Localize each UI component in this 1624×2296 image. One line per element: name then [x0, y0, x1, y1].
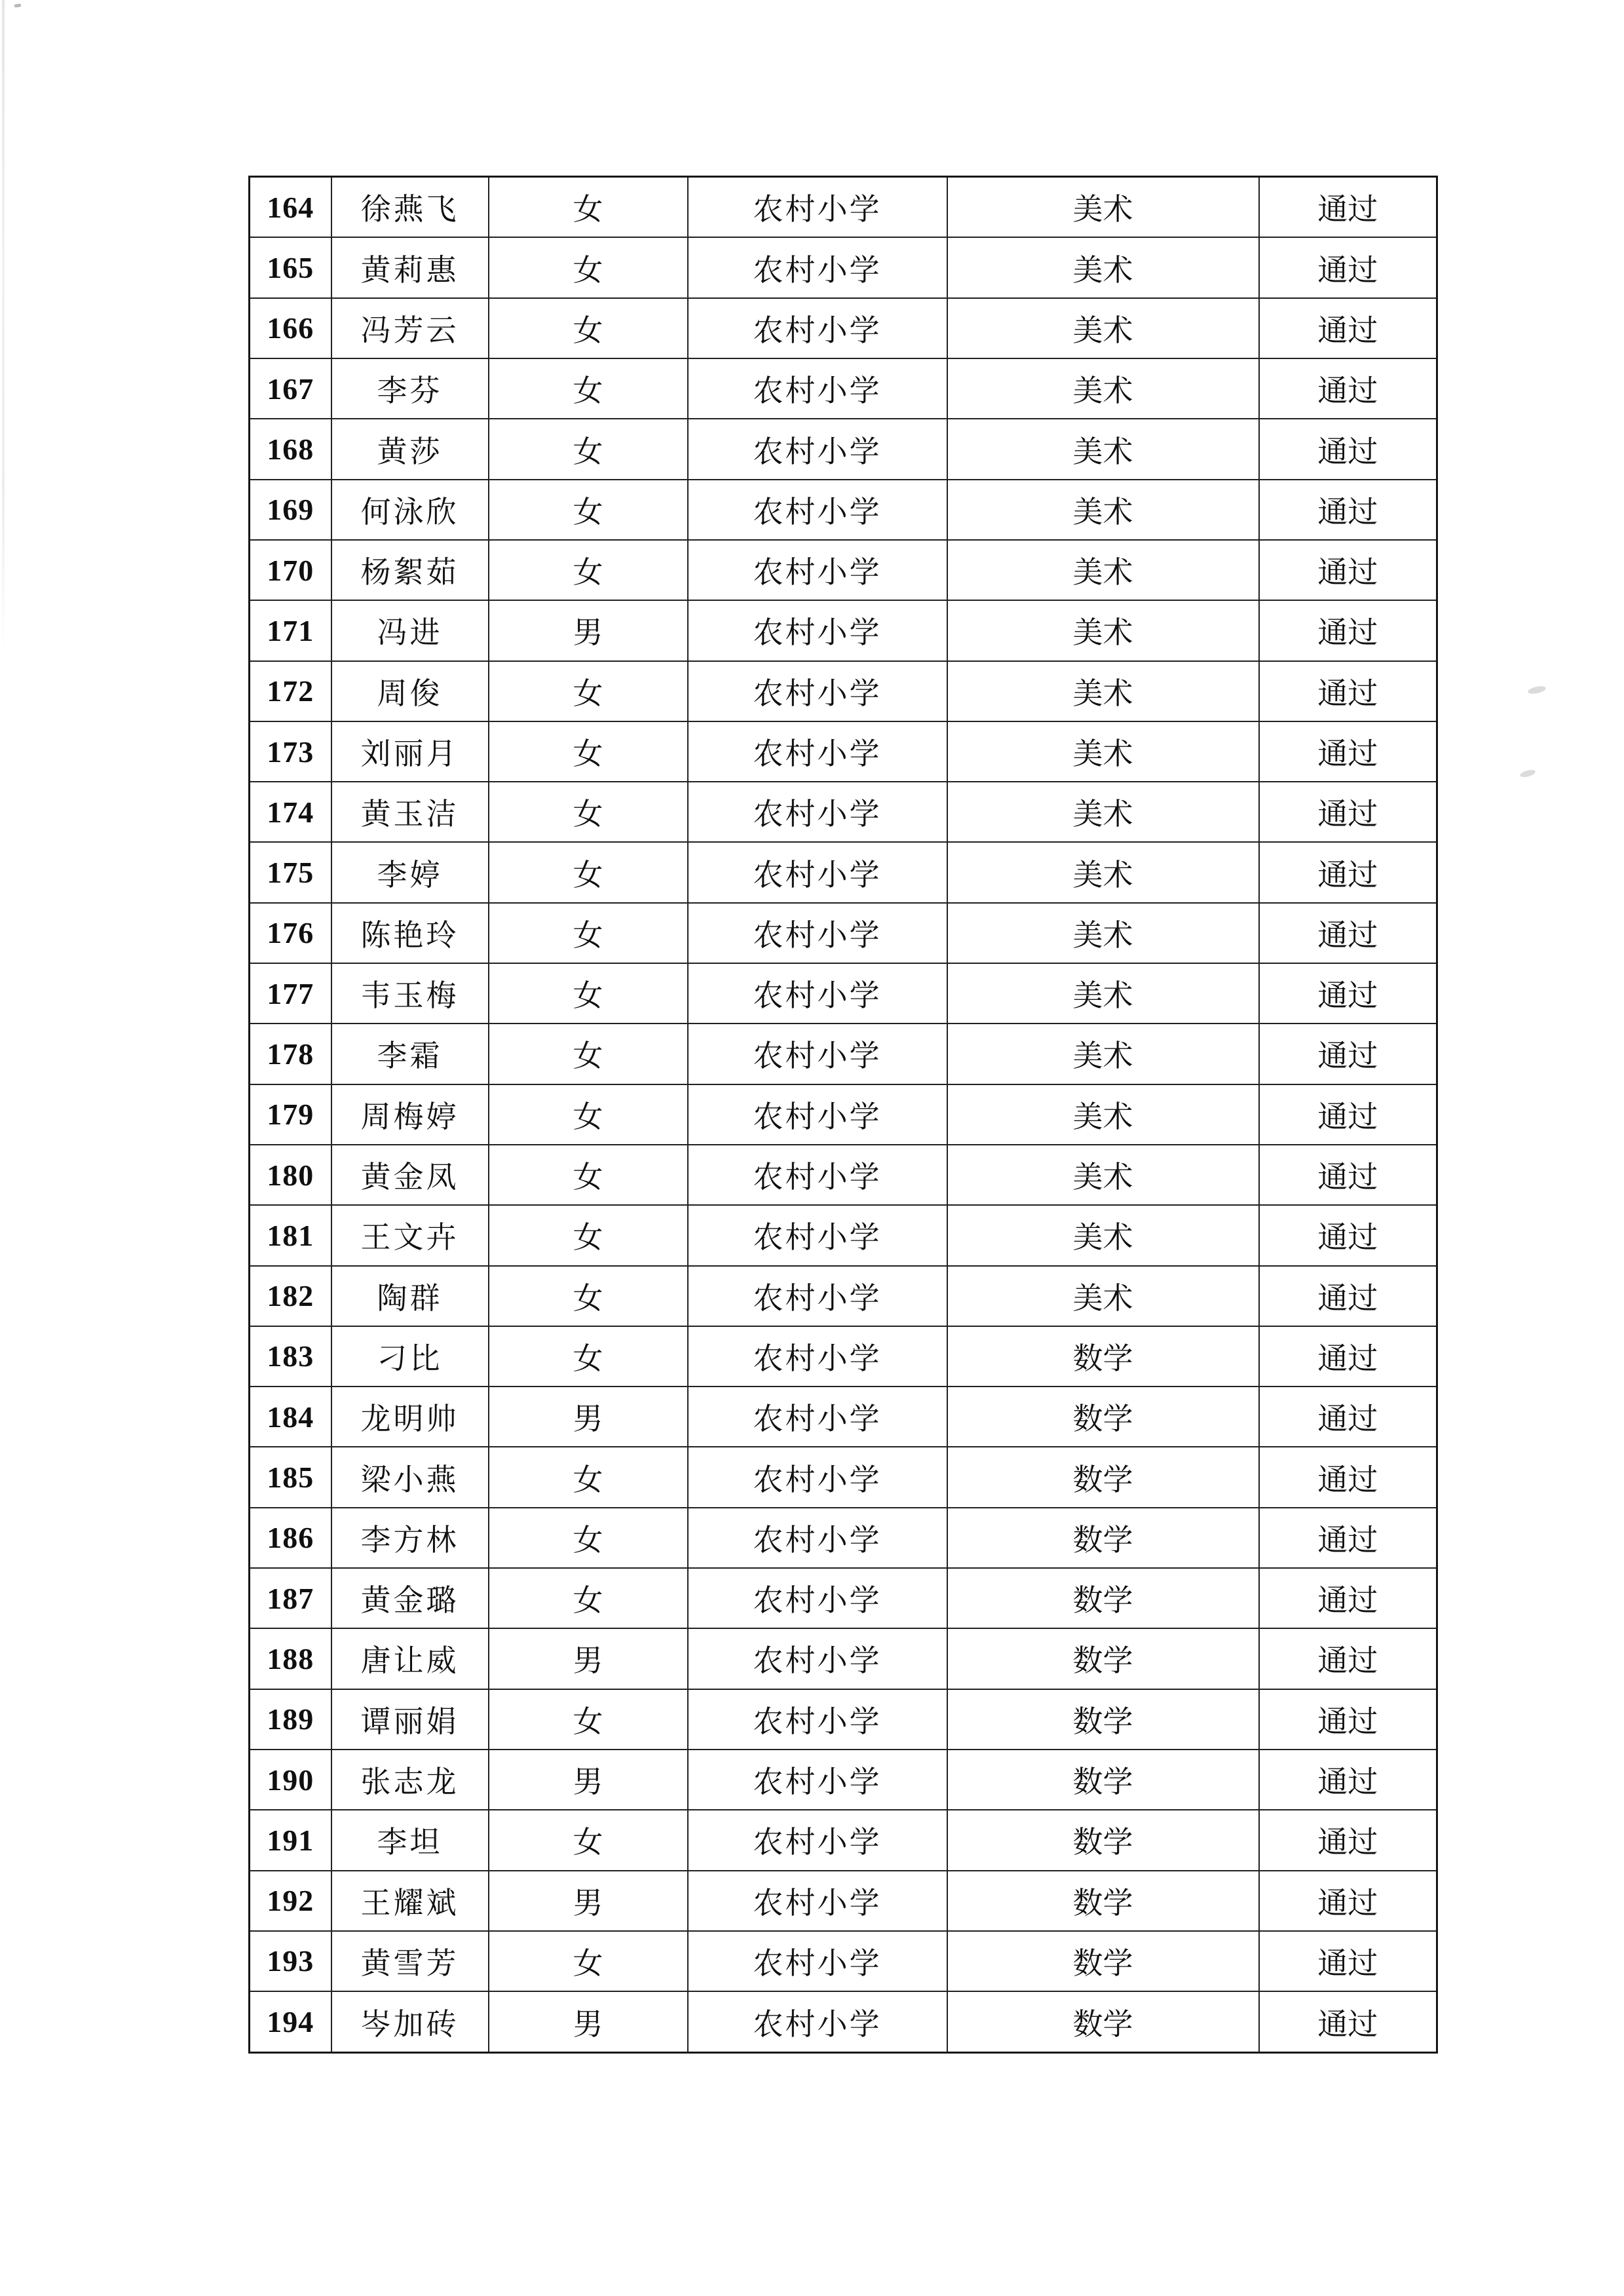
cell-subject: 数学: [947, 1326, 1259, 1387]
table-row: [250, 903, 1437, 963]
table-row: [250, 1508, 1437, 1568]
cell-number: 185: [250, 1447, 331, 1507]
cell-result: 通过: [1259, 1145, 1437, 1205]
cell-result: 通过: [1259, 419, 1437, 479]
table-row: [250, 1145, 1437, 1205]
cell-number: 179: [250, 1084, 331, 1145]
table-row: [250, 1387, 1437, 1447]
cell-school-type: 农村小学: [688, 540, 947, 600]
cell-number: 192: [250, 1871, 331, 1931]
cell-gender: 女: [489, 1084, 688, 1145]
cell-result: 通过: [1259, 1326, 1437, 1387]
cell-name: 何泳欣: [331, 480, 489, 540]
cell-gender: 女: [489, 903, 688, 963]
cell-gender: 女: [489, 1266, 688, 1326]
table-row: [250, 177, 1437, 238]
cell-name: 刘丽月: [331, 721, 489, 782]
cell-school-type: 农村小学: [688, 1205, 947, 1265]
cell-result: 通过: [1259, 1205, 1437, 1265]
cell-subject: 美术: [947, 237, 1259, 297]
cell-name: 刁比: [331, 1326, 489, 1387]
cell-number: 173: [250, 721, 331, 782]
cell-gender: 女: [489, 1689, 688, 1750]
cell-result: 通过: [1259, 1084, 1437, 1145]
cell-name: 龙明帅: [331, 1387, 489, 1447]
cell-subject: 美术: [947, 1145, 1259, 1205]
cell-school-type: 农村小学: [688, 600, 947, 660]
cell-subject: 美术: [947, 721, 1259, 782]
cell-gender: 女: [489, 358, 688, 419]
cell-school-type: 农村小学: [688, 1991, 947, 2052]
cell-gender: 女: [489, 721, 688, 782]
cell-number: 190: [250, 1750, 331, 1810]
cell-school-type: 农村小学: [688, 903, 947, 963]
cell-number: 172: [250, 661, 331, 721]
cell-gender: 女: [489, 480, 688, 540]
cell-name: 黄雪芳: [331, 1931, 489, 1991]
cell-name: 王文卉: [331, 1205, 489, 1265]
cell-result: 通过: [1259, 1810, 1437, 1870]
cell-subject: 美术: [947, 1024, 1259, 1084]
cell-gender: 女: [489, 842, 688, 902]
roster-table: [248, 176, 1438, 2054]
cell-gender: 女: [489, 540, 688, 600]
scan-artifact-speck: [14, 3, 22, 7]
cell-gender: 男: [489, 1991, 688, 2052]
cell-subject: 数学: [947, 1810, 1259, 1870]
cell-number: 188: [250, 1628, 331, 1689]
cell-name: 张志龙: [331, 1750, 489, 1810]
table-row: [250, 1084, 1437, 1145]
cell-school-type: 农村小学: [688, 1084, 947, 1145]
cell-gender: 女: [489, 1024, 688, 1084]
cell-result: 通过: [1259, 782, 1437, 842]
cell-gender: 男: [489, 1387, 688, 1447]
cell-result: 通过: [1259, 963, 1437, 1024]
cell-number: 168: [250, 419, 331, 479]
table-row: [250, 298, 1437, 358]
cell-result: 通过: [1259, 1387, 1437, 1447]
cell-gender: 男: [489, 1628, 688, 1689]
table-row: [250, 1991, 1437, 2052]
cell-name: 谭丽娟: [331, 1689, 489, 1750]
cell-result: 通过: [1259, 1508, 1437, 1568]
table-row: [250, 237, 1437, 297]
cell-number: 167: [250, 358, 331, 419]
cell-subject: 数学: [947, 1871, 1259, 1931]
cell-name: 王耀斌: [331, 1871, 489, 1931]
cell-gender: 女: [489, 419, 688, 479]
table-row: [250, 1024, 1437, 1084]
cell-name: 李芬: [331, 358, 489, 419]
cell-gender: 女: [489, 1568, 688, 1628]
cell-name: 陈艳玲: [331, 903, 489, 963]
table-row: [250, 1205, 1437, 1265]
cell-result: 通过: [1259, 1628, 1437, 1689]
cell-name: 黄玉洁: [331, 782, 489, 842]
cell-result: 通过: [1259, 1991, 1437, 2052]
cell-subject: 数学: [947, 1991, 1259, 2052]
cell-number: 166: [250, 298, 331, 358]
cell-number: 169: [250, 480, 331, 540]
cell-subject: 美术: [947, 1266, 1259, 1326]
cell-number: 187: [250, 1568, 331, 1628]
cell-school-type: 农村小学: [688, 177, 947, 238]
cell-number: 171: [250, 600, 331, 660]
cell-number: 181: [250, 1205, 331, 1265]
cell-result: 通过: [1259, 842, 1437, 902]
cell-name: 冯进: [331, 600, 489, 660]
cell-gender: 女: [489, 782, 688, 842]
cell-name: 唐让威: [331, 1628, 489, 1689]
scan-artifact-left-streak: [2, 0, 5, 655]
cell-school-type: 农村小学: [688, 1750, 947, 1810]
table-row: [250, 1568, 1437, 1628]
cell-number: 170: [250, 540, 331, 600]
cell-subject: 美术: [947, 782, 1259, 842]
cell-number: 176: [250, 903, 331, 963]
cell-name: 徐燕飞: [331, 177, 489, 238]
table-row: [250, 782, 1437, 842]
cell-result: 通过: [1259, 1447, 1437, 1507]
cell-school-type: 农村小学: [688, 1810, 947, 1870]
cell-name: 李方林: [331, 1508, 489, 1568]
cell-result: 通过: [1259, 1871, 1437, 1931]
table-row: [250, 721, 1437, 782]
cell-gender: 女: [489, 1931, 688, 1991]
cell-name: 韦玉梅: [331, 963, 489, 1024]
scan-artifact-smudge: [1527, 685, 1546, 695]
cell-school-type: 农村小学: [688, 480, 947, 540]
cell-school-type: 农村小学: [688, 1568, 947, 1628]
cell-number: 182: [250, 1266, 331, 1326]
cell-school-type: 农村小学: [688, 963, 947, 1024]
cell-number: 180: [250, 1145, 331, 1205]
cell-name: 岑加砖: [331, 1991, 489, 2052]
table-row: [250, 1326, 1437, 1387]
cell-gender: 男: [489, 600, 688, 660]
cell-name: 黄莎: [331, 419, 489, 479]
cell-name: 冯芳云: [331, 298, 489, 358]
cell-gender: 男: [489, 1750, 688, 1810]
cell-subject: 美术: [947, 419, 1259, 479]
cell-school-type: 农村小学: [688, 782, 947, 842]
cell-school-type: 农村小学: [688, 1024, 947, 1084]
table-row: [250, 1266, 1437, 1326]
cell-school-type: 农村小学: [688, 358, 947, 419]
cell-gender: 女: [489, 237, 688, 297]
cell-name: 梁小燕: [331, 1447, 489, 1507]
cell-result: 通过: [1259, 661, 1437, 721]
cell-school-type: 农村小学: [688, 842, 947, 902]
cell-subject: 美术: [947, 298, 1259, 358]
cell-school-type: 农村小学: [688, 298, 947, 358]
table-row: [250, 842, 1437, 902]
cell-name: 黄金凤: [331, 1145, 489, 1205]
table-row: [250, 540, 1437, 600]
cell-number: 175: [250, 842, 331, 902]
cell-school-type: 农村小学: [688, 1628, 947, 1689]
cell-school-type: 农村小学: [688, 1145, 947, 1205]
cell-subject: 数学: [947, 1508, 1259, 1568]
cell-number: 183: [250, 1326, 331, 1387]
cell-number: 184: [250, 1387, 331, 1447]
cell-number: 174: [250, 782, 331, 842]
cell-gender: 女: [489, 1447, 688, 1507]
cell-subject: 美术: [947, 177, 1259, 238]
cell-gender: 男: [489, 1871, 688, 1931]
table-row: [250, 1871, 1437, 1931]
cell-name: 周俊: [331, 661, 489, 721]
cell-name: 杨絮茹: [331, 540, 489, 600]
cell-result: 通过: [1259, 721, 1437, 782]
cell-subject: 数学: [947, 1689, 1259, 1750]
roster-table-body: [250, 177, 1437, 2053]
cell-number: 191: [250, 1810, 331, 1870]
table-row: [250, 600, 1437, 660]
cell-subject: 数学: [947, 1931, 1259, 1991]
cell-number: 177: [250, 963, 331, 1024]
cell-result: 通过: [1259, 1931, 1437, 1991]
cell-school-type: 农村小学: [688, 1447, 947, 1507]
cell-result: 通过: [1259, 1750, 1437, 1810]
cell-result: 通过: [1259, 1568, 1437, 1628]
cell-subject: 美术: [947, 661, 1259, 721]
cell-gender: 女: [489, 1508, 688, 1568]
table-row: [250, 963, 1437, 1024]
cell-result: 通过: [1259, 540, 1437, 600]
cell-number: 193: [250, 1931, 331, 1991]
cell-school-type: 农村小学: [688, 1326, 947, 1387]
cell-subject: 美术: [947, 358, 1259, 419]
cell-result: 通过: [1259, 1266, 1437, 1326]
cell-result: 通过: [1259, 237, 1437, 297]
cell-subject: 数学: [947, 1568, 1259, 1628]
cell-subject: 美术: [947, 540, 1259, 600]
table-row: [250, 1628, 1437, 1689]
cell-gender: 女: [489, 1326, 688, 1387]
table-row: [250, 661, 1437, 721]
cell-subject: 美术: [947, 480, 1259, 540]
cell-number: 165: [250, 237, 331, 297]
cell-result: 通过: [1259, 177, 1437, 238]
table-row: [250, 480, 1437, 540]
cell-result: 通过: [1259, 1689, 1437, 1750]
cell-number: 186: [250, 1508, 331, 1568]
cell-name: 黄莉惠: [331, 237, 489, 297]
cell-subject: 数学: [947, 1628, 1259, 1689]
cell-result: 通过: [1259, 903, 1437, 963]
cell-number: 194: [250, 1991, 331, 2052]
cell-result: 通过: [1259, 1024, 1437, 1084]
cell-gender: 女: [489, 177, 688, 238]
scan-artifact-smudge: [1519, 769, 1536, 778]
cell-school-type: 农村小学: [688, 1508, 947, 1568]
cell-subject: 美术: [947, 600, 1259, 660]
cell-gender: 女: [489, 1145, 688, 1205]
cell-subject: 美术: [947, 963, 1259, 1024]
table-row: [250, 419, 1437, 479]
cell-name: 李婷: [331, 842, 489, 902]
cell-number: 189: [250, 1689, 331, 1750]
cell-school-type: 农村小学: [688, 1266, 947, 1326]
table-row: [250, 1810, 1437, 1870]
table-row: [250, 1447, 1437, 1507]
table-row: [250, 1750, 1437, 1810]
table-row: [250, 358, 1437, 419]
cell-name: 李霜: [331, 1024, 489, 1084]
cell-result: 通过: [1259, 480, 1437, 540]
cell-subject: 美术: [947, 903, 1259, 963]
cell-school-type: 农村小学: [688, 1871, 947, 1931]
cell-gender: 女: [489, 661, 688, 721]
cell-name: 周梅婷: [331, 1084, 489, 1145]
table-row: [250, 1931, 1437, 1991]
cell-subject: 数学: [947, 1750, 1259, 1810]
cell-result: 通过: [1259, 358, 1437, 419]
cell-name: 黄金璐: [331, 1568, 489, 1628]
cell-school-type: 农村小学: [688, 1689, 947, 1750]
cell-school-type: 农村小学: [688, 237, 947, 297]
cell-school-type: 农村小学: [688, 1931, 947, 1991]
cell-result: 通过: [1259, 600, 1437, 660]
cell-gender: 女: [489, 298, 688, 358]
cell-school-type: 农村小学: [688, 721, 947, 782]
cell-subject: 美术: [947, 842, 1259, 902]
cell-subject: 美术: [947, 1084, 1259, 1145]
cell-gender: 女: [489, 963, 688, 1024]
cell-result: 通过: [1259, 298, 1437, 358]
cell-name: 陶群: [331, 1266, 489, 1326]
cell-number: 164: [250, 177, 331, 238]
table-row: [250, 1689, 1437, 1750]
cell-subject: 数学: [947, 1387, 1259, 1447]
cell-school-type: 农村小学: [688, 661, 947, 721]
cell-school-type: 农村小学: [688, 1387, 947, 1447]
cell-school-type: 农村小学: [688, 419, 947, 479]
cell-gender: 女: [489, 1810, 688, 1870]
cell-subject: 美术: [947, 1205, 1259, 1265]
cell-subject: 数学: [947, 1447, 1259, 1507]
cell-name: 李坦: [331, 1810, 489, 1870]
cell-number: 178: [250, 1024, 331, 1084]
cell-gender: 女: [489, 1205, 688, 1265]
